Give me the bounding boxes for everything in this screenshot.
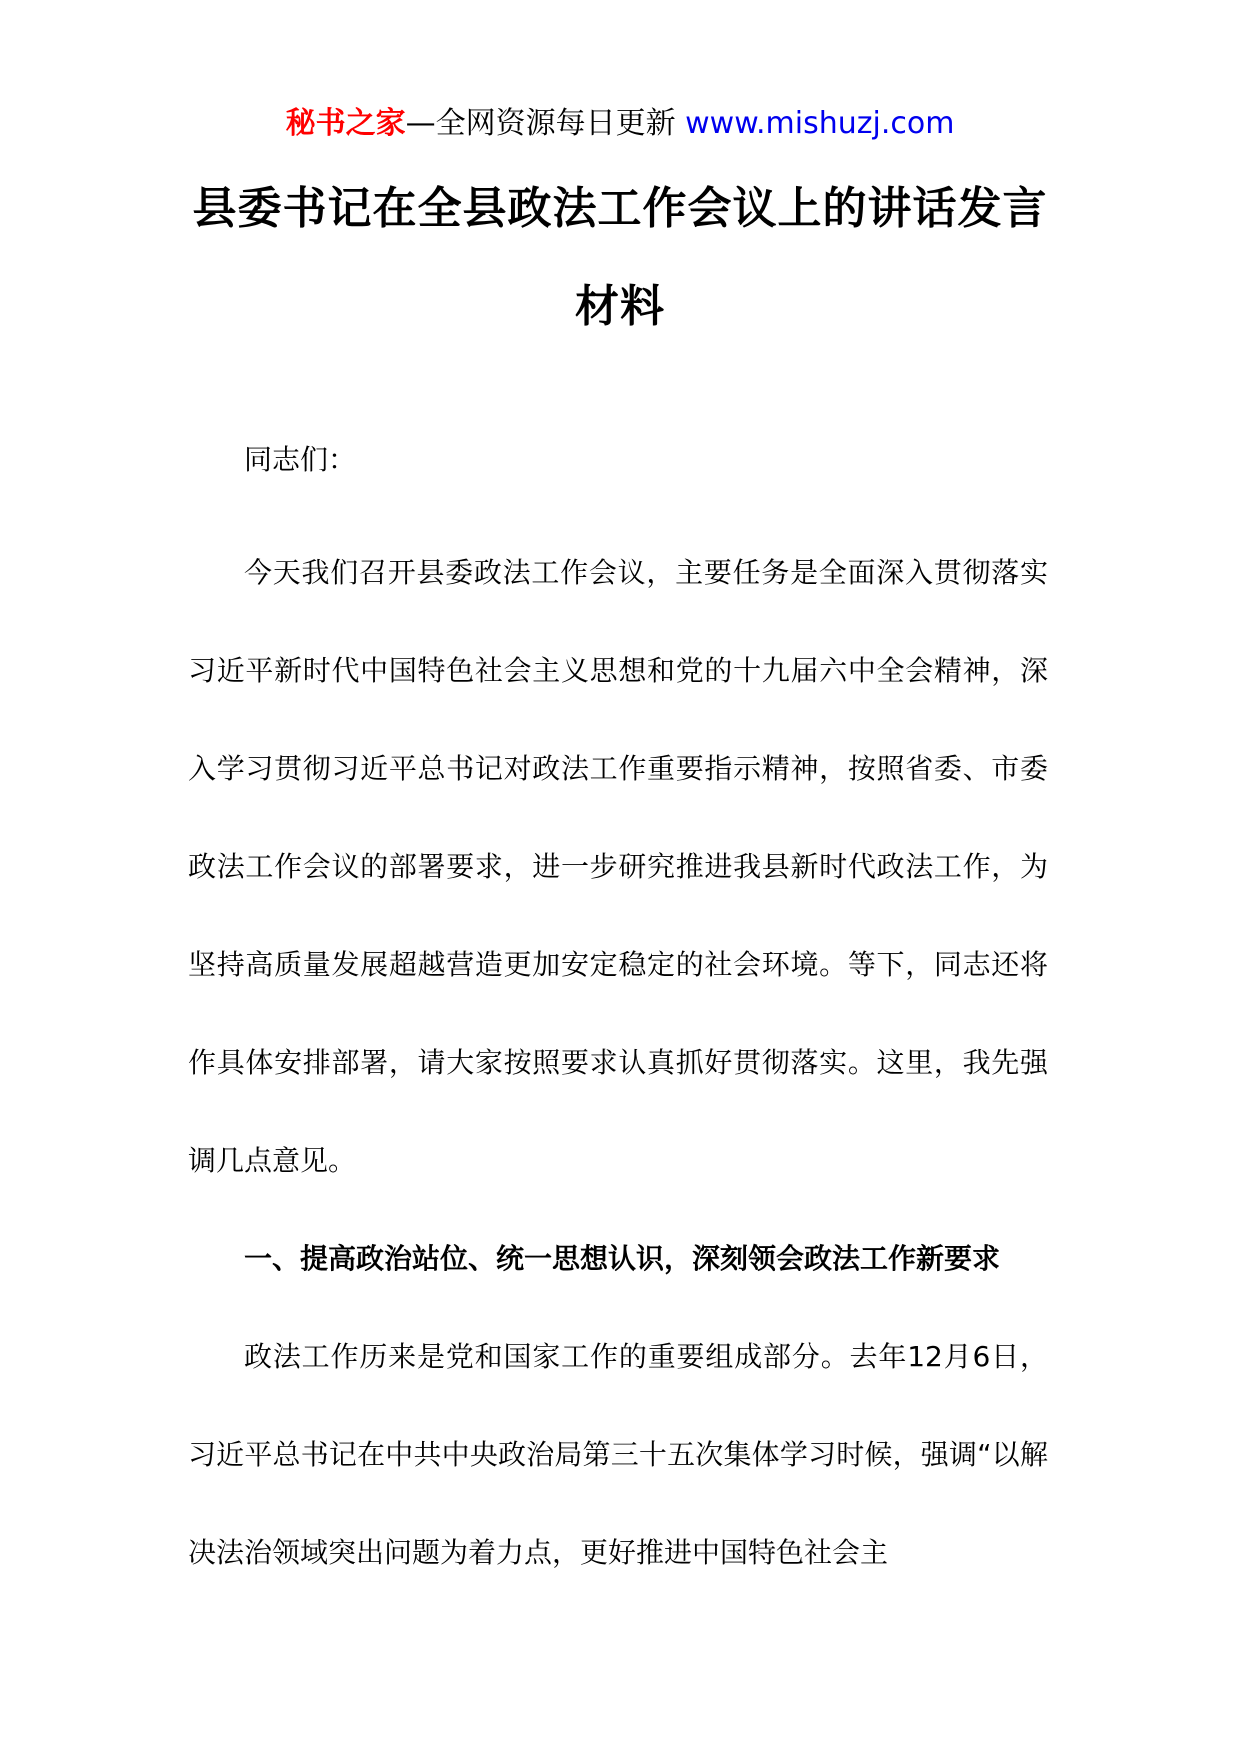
paragraph-section-1: 政法工作历来是党和国家工作的重要组成部分。去年12月6日，习近平总书记在中共中央政治局第三十五次集体学习时候，强调“以解决法治领域突出问题为着力点，更好推进中国特色社会主 — [188, 1340, 1048, 1569]
document-body — [188, 426, 1048, 1602]
paragraph-intro: 今天我们召开县委政法工作会议，主要任务是全面深入贯彻落实习近平新时代中国特色社会主义思想和党的十九届六中全会精神，深入学习贯彻习近平总书记对政法工作重要指示精神，按照省委、市委政法工作会议的部署要求，进一步研究推进我县新时代政法工作，为坚持高质量发展超越营造更加安定稳定的社会环境。等下，同志还将作具体安排部署，请大家按照要求认真抓好贯彻落实。这里，我先强调几点意见。 — [188, 556, 1048, 1177]
section-heading-1: 一、提高政治站位、统一思想认识，深刻领会政法工作新要求 — [244, 1242, 1001, 1275]
document-title: 县委书记在全县政法工作会议上的讲话发言材料 — [192, 183, 1048, 332]
salutation: 同志们： — [244, 443, 357, 476]
site-brand: 秘书之家 — [285, 106, 406, 141]
site-tagline: —全网资源每日更新 — [405, 106, 676, 141]
site-header — [0, 102, 1240, 146]
site-url-link[interactable]: www.mishuzj.com — [685, 106, 955, 141]
